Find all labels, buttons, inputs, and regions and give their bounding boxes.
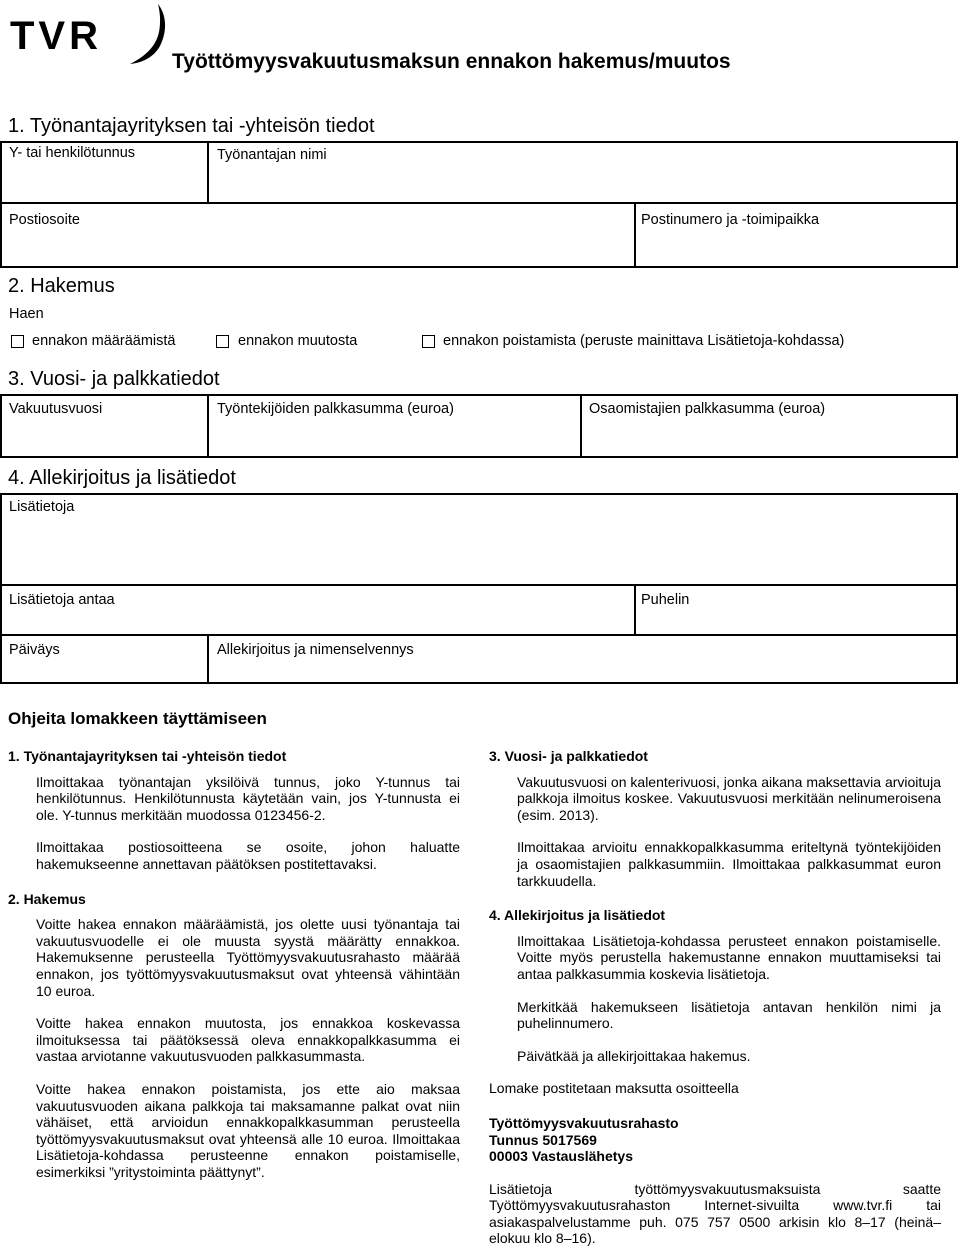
footer-info: Lisätietoja työttömyysvakuutusmaksuista saatte Työttömyysvakuutusrahaston Internet-sivuilta www.tvr.fi tai asiakaspalvelustamme puh. 075 757 0500 arkisin klo 8–17 (heinä–elokuu klo 8–16). bbox=[489, 1180, 941, 1247]
instructions-heading: Ohjeita lomakkeen täyttämiseen bbox=[8, 709, 267, 728]
divider bbox=[0, 202, 958, 204]
section4-box bbox=[0, 493, 958, 684]
employees-payroll-field[interactable]: Työntekijöiden palkkasumma (euroa) bbox=[217, 401, 454, 417]
logo-text: TVR bbox=[10, 14, 102, 58]
divider bbox=[634, 202, 636, 268]
instructions-right-column bbox=[489, 748, 941, 1247]
divider bbox=[207, 141, 209, 203]
instr-s3-heading: 3. Vuosi- ja palkkatiedot bbox=[489, 748, 648, 764]
info-provider-field[interactable]: Lisätietoja antaa bbox=[9, 592, 115, 608]
option-change-advance: ennakon muutosta bbox=[238, 333, 358, 349]
instr-s4-p1: Ilmoittakaa Lisätietoja-kohdassa perusteet ennakon poistamiselle. Voitte myös perustella hakemustanne ennakon muuttamiseksi tai antaa palkkasummia koskevia lisätietoja. bbox=[517, 932, 941, 982]
employer-name-field[interactable]: Työnantajan nimi bbox=[217, 147, 327, 163]
instr-s2-p3: Voitte hakea ennakon poistamista, jos ette aio maksaa vakuutusvuoden aikana palkkoja tai maksamanne palkat ovat niin vähäiset, että arvioidun ennakkopalkkasumman perusteella työttömyysvakuutusmaksut ovat yhteensä alle 10 euroa. Ilmoittakaa Lisätietoja-kohdassa perusteenne ennakon poistamiselle, esimerkiksi ”yritystoiminta päättynyt”. bbox=[36, 1080, 460, 1180]
instr-s4-p2: Merkitkää hakemukseen lisätietoja antavan henkilön nimi ja puhelinnumero. bbox=[517, 998, 941, 1032]
divider bbox=[0, 584, 958, 586]
instr-s4-p3: Päivätkää ja allekirjoittakaa hakemus. bbox=[517, 1047, 751, 1064]
applies-label: Haen bbox=[9, 306, 44, 322]
divider bbox=[207, 394, 209, 458]
address-line-1: Työttömyysvakuutusrahasto bbox=[489, 1114, 679, 1131]
instr-s3-p1: Vakuutusvuosi on kalenterivuosi, jonka aikana maksettavia arvioituja palkkoja ilmoitus koskee. Vakuutusvuosi merkitään nelinumeroisena (esim. 2013). bbox=[517, 773, 941, 823]
insurance-year-field[interactable]: Vakuutusvuosi bbox=[9, 401, 103, 417]
checkbox-remove-advance[interactable] bbox=[422, 335, 435, 348]
divider bbox=[634, 584, 636, 634]
section3-heading: 3. Vuosi- ja palkkatiedot bbox=[8, 368, 220, 390]
instr-s2-p2: Voitte hakea ennakon muutosta, jos ennakkoa koskevassa ilmoituksessa tai päätöksessä oleva ennakkopalkkasumma ei vastaa arviotanne vakuutusvuoden palkkasummasta. bbox=[36, 1015, 460, 1065]
owners-payroll-field[interactable]: Osaomistajien palkkasumma (euroa) bbox=[589, 401, 826, 417]
address-line-3: 00003 Vastauslähetys bbox=[489, 1148, 633, 1165]
document-title: Työttömyysvakuutusmaksun ennakon hakemus/muutos bbox=[172, 50, 731, 73]
divider bbox=[0, 634, 958, 636]
instr-s1-p1: Ilmoittakaa työnantajan yksilöivä tunnus, joko Y-tunnus tai henkilötunnus. Henkilötunnusta käytetään vain, jos Y-tunnusta ei ole. Y-tunnus merkitään muodossa 0123456-2. bbox=[36, 773, 460, 823]
section1-box bbox=[0, 141, 958, 268]
instructions-left-column bbox=[8, 748, 460, 1180]
instr-s2-heading: 2. Hakemus bbox=[8, 890, 86, 907]
date-field[interactable]: Päiväys bbox=[9, 642, 60, 658]
business-id-field[interactable]: Y- tai henkilötunnus bbox=[9, 145, 136, 161]
instr-s1-heading: 1. Työnantajayrityksen tai -yhteisön tiedot bbox=[8, 748, 287, 764]
instr-s2-p1: Voitte hakea ennakon määräämistä, jos olette uusi työnantaja tai vakuutusvuodelle ei ole muusta syystä määrätty ennakkoa. Hakemuksenne perusteella Työttömyysvakuutusrahasto määrää ennakon, jos työttömyysvakuutusmaksut ovat yhteensä vähintään 10 euroa. bbox=[36, 916, 460, 999]
divider bbox=[207, 634, 209, 684]
divider bbox=[580, 394, 582, 458]
postal-code-field[interactable]: Postinumero ja -toimipaikka bbox=[641, 212, 820, 228]
postal-address-field[interactable]: Postiosoite bbox=[9, 212, 80, 228]
checkbox-change-advance[interactable] bbox=[216, 335, 229, 348]
option-assign-advance: ennakon määräämistä bbox=[32, 333, 176, 349]
mail-note: Lomake postitetaan maksutta osoitteella bbox=[489, 1080, 739, 1097]
signature-field[interactable]: Allekirjoitus ja nimenselvennys bbox=[217, 642, 414, 658]
instr-s1-p2: Ilmoittakaa postiosoitteena se osoite, johon haluatte hakemukseenne annettavan päätöksen postitettavaksi. bbox=[36, 839, 460, 872]
option-remove-advance: ennakon poistamista (peruste mainittava Lisätietoja-kohdassa) bbox=[443, 333, 845, 349]
phone-field[interactable]: Puhelin bbox=[641, 592, 690, 608]
checkbox-assign-advance[interactable] bbox=[11, 335, 24, 348]
section4-heading: 4. Allekirjoitus ja lisätiedot bbox=[8, 467, 236, 489]
additional-info-field[interactable]: Lisätietoja bbox=[9, 499, 75, 515]
instr-s4-heading: 4. Allekirjoitus ja lisätiedot bbox=[489, 907, 666, 924]
section1-heading: 1. Työnantajayrityksen tai -yhteisön tiedot bbox=[8, 115, 375, 137]
address-line-2: Tunnus 5017569 bbox=[489, 1131, 597, 1148]
instr-s3-p2: Ilmoittakaa arvioitu ennakkopalkkasumma eriteltynä työntekijöiden ja osaomistajien palkkasummiin. Ilmoittakaa palkkasummat euron tarkkuudella. bbox=[517, 839, 941, 889]
section2-heading: 2. Hakemus bbox=[8, 275, 115, 297]
